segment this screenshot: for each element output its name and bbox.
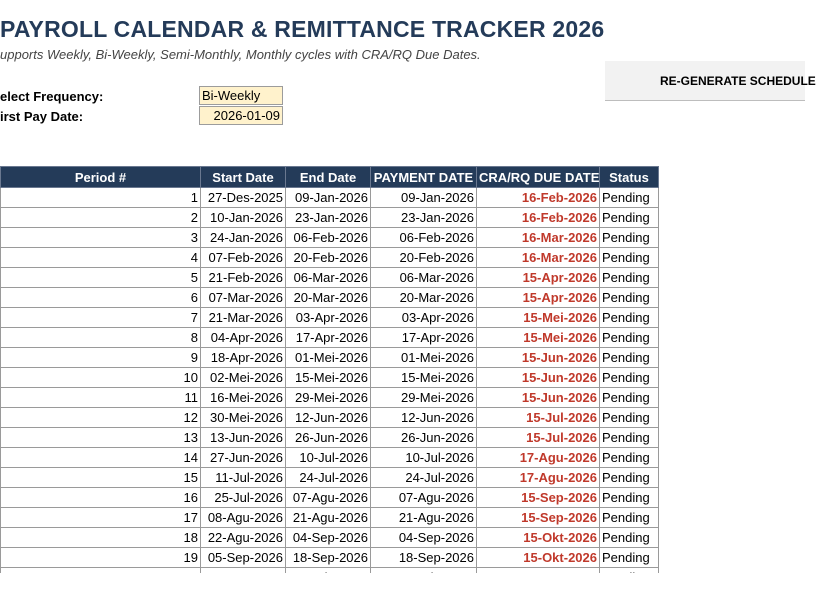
end-date-cell[interactable]: 01-Mei-2026 xyxy=(286,348,371,368)
end-date-cell[interactable]: 23-Jan-2026 xyxy=(286,208,371,228)
payment-date-cell[interactable]: 01-Mei-2026 xyxy=(371,348,477,368)
table-row xyxy=(1,348,659,368)
status-cell[interactable]: Pending xyxy=(600,508,659,528)
start-date-cell[interactable]: 16-Mei-2026 xyxy=(201,388,286,408)
due-date-cell[interactable]: 15-Jun-2026 xyxy=(477,368,600,388)
payment-date-cell[interactable]: 18-Sep-2026 xyxy=(371,548,477,568)
first-pay-date-field[interactable] xyxy=(199,106,283,125)
start-date-cell[interactable]: 05-Sep-2026 xyxy=(201,548,286,568)
payment-date-cell[interactable]: 04-Sep-2026 xyxy=(371,528,477,548)
frequency-label: elect Frequency: xyxy=(0,89,104,104)
end-date-cell[interactable]: 06-Feb-2026 xyxy=(286,228,371,248)
payroll-schedule-table xyxy=(0,166,659,588)
payment-date-cell[interactable]: 20-Feb-2026 xyxy=(371,248,477,268)
due-date-cell[interactable]: 15-Mei-2026 xyxy=(477,328,600,348)
start-date-cell[interactable]: 21-Mar-2026 xyxy=(201,308,286,328)
period-cell[interactable]: 7 xyxy=(1,308,201,328)
status-cell[interactable]: Pending xyxy=(600,288,659,308)
table-row xyxy=(1,208,659,228)
period-cell[interactable]: 6 xyxy=(1,288,201,308)
table-body xyxy=(1,188,659,588)
table-row xyxy=(1,548,659,568)
status-cell[interactable]: Pending xyxy=(600,188,659,208)
period-cell[interactable]: 2 xyxy=(1,208,201,228)
status-cell[interactable]: Pending xyxy=(600,468,659,488)
first-pay-date-label: irst Pay Date: xyxy=(0,109,84,124)
due-date-cell[interactable]: 15-Mei-2026 xyxy=(477,308,600,328)
start-date-cell[interactable]: 02-Mei-2026 xyxy=(201,368,286,388)
period-cell[interactable]: 10 xyxy=(1,368,201,388)
column-header-due-date: CRA/RQ DUE DATE xyxy=(477,167,600,188)
start-date-cell[interactable]: 30-Mei-2026 xyxy=(201,408,286,428)
end-date-cell[interactable]: 04-Sep-2026 xyxy=(286,528,371,548)
period-cell[interactable]: 8 xyxy=(1,328,201,348)
end-date-cell[interactable]: 03-Apr-2026 xyxy=(286,308,371,328)
table-row xyxy=(1,288,659,308)
period-cell[interactable]: 1 xyxy=(1,188,201,208)
status-cell[interactable]: Pending xyxy=(600,368,659,388)
start-date-cell[interactable]: 08-Agu-2026 xyxy=(201,508,286,528)
status-cell[interactable]: Pending xyxy=(600,268,659,288)
page-title: PAYROLL CALENDAR & REMITTANCE TRACKER 2026 xyxy=(0,16,605,42)
table-row xyxy=(1,468,659,488)
due-date-cell[interactable]: 16-Feb-2026 xyxy=(477,208,600,228)
payment-date-cell[interactable]: 21-Agu-2026 xyxy=(371,508,477,528)
start-date-cell[interactable]: 21-Feb-2026 xyxy=(201,268,286,288)
table-row xyxy=(1,308,659,328)
status-cell[interactable]: Pending xyxy=(600,408,659,428)
table-row xyxy=(1,248,659,268)
start-date-cell[interactable]: 24-Jan-2026 xyxy=(201,228,286,248)
start-date-cell[interactable]: 27-Des-2025 xyxy=(201,188,286,208)
end-date-cell[interactable]: 17-Apr-2026 xyxy=(286,328,371,348)
due-date-cell[interactable]: 16-Mar-2026 xyxy=(477,248,600,268)
status-cell[interactable]: Pending xyxy=(600,548,659,568)
start-date-cell[interactable]: 07-Mar-2026 xyxy=(201,288,286,308)
table-row xyxy=(1,408,659,428)
period-cell[interactable]: 18 xyxy=(1,528,201,548)
status-cell[interactable]: Pending xyxy=(600,348,659,368)
column-header-start-date: Start Date xyxy=(201,167,286,188)
status-cell[interactable]: Pending xyxy=(600,328,659,348)
period-cell[interactable]: 9 xyxy=(1,348,201,368)
table-row xyxy=(1,508,659,528)
table-row xyxy=(1,528,659,548)
period-cell[interactable]: 17 xyxy=(1,508,201,528)
payment-date-cell[interactable]: 15-Mei-2026 xyxy=(371,368,477,388)
start-date-cell[interactable]: 11-Jul-2026 xyxy=(201,468,286,488)
table-row xyxy=(1,388,659,408)
due-date-cell[interactable]: 16-Mar-2026 xyxy=(477,228,600,248)
payment-date-cell[interactable]: 06-Mar-2026 xyxy=(371,268,477,288)
column-header-payment-date: PAYMENT DATE xyxy=(371,167,477,188)
payment-date-cell[interactable]: 26-Jun-2026 xyxy=(371,428,477,448)
regenerate-schedule-button[interactable]: RE-GENERATE SCHEDULE xyxy=(605,61,805,101)
period-cell[interactable]: 19 xyxy=(1,548,201,568)
payment-date-cell[interactable]: 23-Jan-2026 xyxy=(371,208,477,228)
payment-date-cell[interactable]: 12-Jun-2026 xyxy=(371,408,477,428)
start-date-cell[interactable]: 07-Feb-2026 xyxy=(201,248,286,268)
table-row xyxy=(1,328,659,348)
end-date-cell[interactable]: 12-Jun-2026 xyxy=(286,408,371,428)
page-subtitle: upports Weekly, Bi-Weekly, Semi-Monthly, Monthly cycles with CRA/RQ Due Dates. xyxy=(0,47,481,62)
status-cell[interactable]: Pending xyxy=(600,488,659,508)
table-row xyxy=(1,188,659,208)
start-date-cell[interactable]: 10-Jan-2026 xyxy=(201,208,286,228)
status-cell[interactable]: Pending xyxy=(600,248,659,268)
due-date-cell[interactable]: 15-Okt-2026 xyxy=(477,548,600,568)
due-date-cell[interactable]: 16-Feb-2026 xyxy=(477,188,600,208)
table-header-row xyxy=(1,167,659,188)
table-row xyxy=(1,488,659,508)
payment-date-cell[interactable]: 24-Jul-2026 xyxy=(371,468,477,488)
column-header-status: Status xyxy=(600,167,659,188)
start-date-cell[interactable]: 04-Apr-2026 xyxy=(201,328,286,348)
status-cell[interactable]: Pending xyxy=(600,528,659,548)
end-date-cell[interactable]: 09-Jan-2026 xyxy=(286,188,371,208)
end-date-cell[interactable]: 21-Agu-2026 xyxy=(286,508,371,528)
end-date-cell[interactable]: 07-Agu-2026 xyxy=(286,488,371,508)
status-cell[interactable]: Pending xyxy=(600,208,659,228)
status-cell[interactable]: Pending xyxy=(600,228,659,248)
due-date-cell[interactable]: 15-Apr-2026 xyxy=(477,288,600,308)
due-date-cell[interactable]: 17-Agu-2026 xyxy=(477,468,600,488)
due-date-cell[interactable]: 15-Jun-2026 xyxy=(477,388,600,408)
period-cell[interactable]: 4 xyxy=(1,248,201,268)
payment-date-cell[interactable]: 10-Jul-2026 xyxy=(371,448,477,468)
viewport-cutoff xyxy=(0,573,660,595)
start-date-cell[interactable]: 27-Jun-2026 xyxy=(201,448,286,468)
end-date-cell[interactable]: 20-Mar-2026 xyxy=(286,288,371,308)
end-date-cell[interactable]: 15-Mei-2026 xyxy=(286,368,371,388)
period-cell[interactable]: 12 xyxy=(1,408,201,428)
table-row xyxy=(1,228,659,248)
column-header-end-date: End Date xyxy=(286,167,371,188)
start-date-cell[interactable]: 18-Apr-2026 xyxy=(201,348,286,368)
table-row xyxy=(1,448,659,468)
payment-date-cell[interactable]: 09-Jan-2026 xyxy=(371,188,477,208)
period-cell[interactable]: 14 xyxy=(1,448,201,468)
end-date-cell[interactable]: 20-Feb-2026 xyxy=(286,248,371,268)
column-header-period: Period # xyxy=(1,167,201,188)
end-date-cell[interactable]: 29-Mei-2026 xyxy=(286,388,371,408)
table-row xyxy=(1,268,659,288)
period-cell[interactable]: 16 xyxy=(1,488,201,508)
start-date-cell[interactable]: 22-Agu-2026 xyxy=(201,528,286,548)
due-date-cell[interactable]: 15-Apr-2026 xyxy=(477,268,600,288)
period-cell[interactable]: 3 xyxy=(1,228,201,248)
period-cell[interactable]: 5 xyxy=(1,268,201,288)
due-date-cell[interactable]: 15-Okt-2026 xyxy=(477,528,600,548)
payment-date-cell[interactable]: 20-Mar-2026 xyxy=(371,288,477,308)
payment-date-cell[interactable]: 03-Apr-2026 xyxy=(371,308,477,328)
status-cell[interactable]: Pending xyxy=(600,428,659,448)
frequency-field[interactable] xyxy=(199,86,283,105)
due-date-cell[interactable]: 15-Sep-2026 xyxy=(477,508,600,528)
end-date-cell[interactable]: 26-Jun-2026 xyxy=(286,428,371,448)
payment-date-cell[interactable]: 17-Apr-2026 xyxy=(371,328,477,348)
start-date-cell[interactable]: 25-Jul-2026 xyxy=(201,488,286,508)
due-date-cell[interactable]: 15-Jul-2026 xyxy=(477,428,600,448)
due-date-cell[interactable]: 15-Jun-2026 xyxy=(477,348,600,368)
table-row xyxy=(1,368,659,388)
end-date-cell[interactable]: 06-Mar-2026 xyxy=(286,268,371,288)
due-date-cell[interactable]: 17-Agu-2026 xyxy=(477,448,600,468)
table-row xyxy=(1,428,659,448)
due-date-cell[interactable]: 15-Sep-2026 xyxy=(477,488,600,508)
status-cell[interactable]: Pending xyxy=(600,308,659,328)
period-cell[interactable]: 13 xyxy=(1,428,201,448)
status-cell[interactable]: Pending xyxy=(600,388,659,408)
end-date-cell[interactable]: 18-Sep-2026 xyxy=(286,548,371,568)
start-date-cell[interactable]: 13-Jun-2026 xyxy=(201,428,286,448)
payment-date-cell[interactable]: 07-Agu-2026 xyxy=(371,488,477,508)
period-cell[interactable]: 11 xyxy=(1,388,201,408)
payment-date-cell[interactable]: 29-Mei-2026 xyxy=(371,388,477,408)
end-date-cell[interactable]: 24-Jul-2026 xyxy=(286,468,371,488)
payment-date-cell[interactable]: 06-Feb-2026 xyxy=(371,228,477,248)
period-cell[interactable]: 15 xyxy=(1,468,201,488)
due-date-cell[interactable]: 15-Jul-2026 xyxy=(477,408,600,428)
status-cell[interactable]: Pending xyxy=(600,448,659,468)
end-date-cell[interactable]: 10-Jul-2026 xyxy=(286,448,371,468)
